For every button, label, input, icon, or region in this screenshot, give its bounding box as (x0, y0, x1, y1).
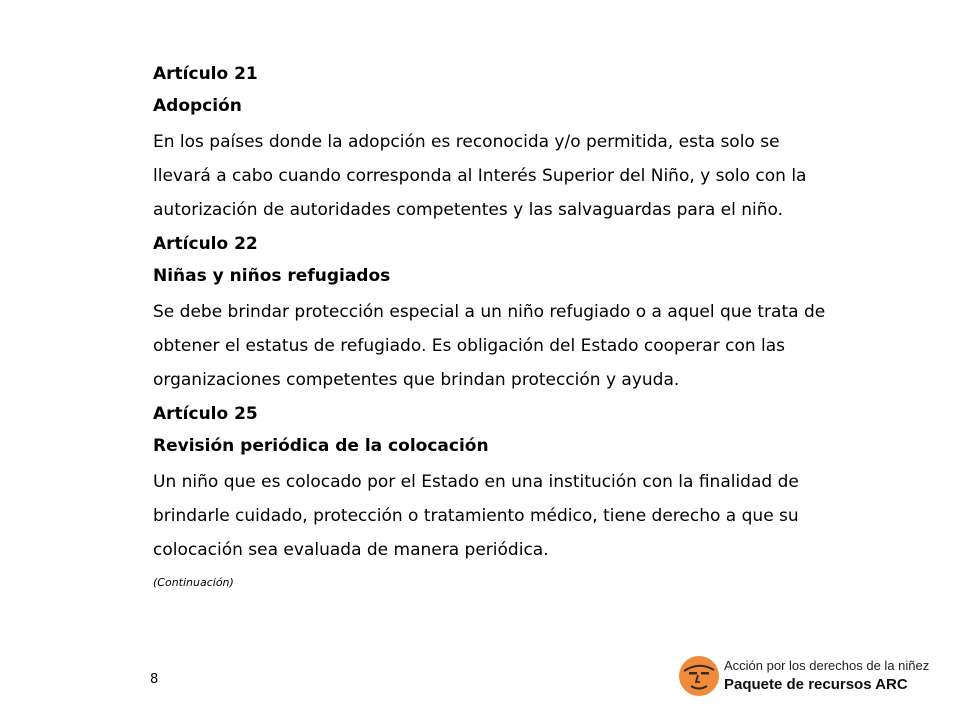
article-title: Revisión periódica de la colocación (153, 436, 489, 456)
continuation-note: (Continuación) (153, 576, 234, 589)
article-number: Artículo 22 (153, 234, 258, 254)
article-body-line: En los países donde la adopción es reconocida y/o permitida, esta solo se (153, 132, 780, 152)
article-body (153, 125, 913, 227)
article-title: Adopción (153, 96, 242, 116)
article-title: Niñas y niños refugiados (153, 266, 391, 286)
article-body-line: Se debe brindar protección especial a un niño refugiado o a aquel que trata de (153, 302, 826, 322)
article-body (153, 465, 913, 567)
article-body-line: organizaciones competentes que brindan protección y ayuda. (153, 370, 680, 390)
brand-name: Paquete de recursos ARC (724, 676, 908, 693)
article-21 (153, 62, 913, 227)
document-content (153, 62, 913, 591)
article-body-line: brindarle cuidado, protección o tratamiento médico, tiene derecho a que su (153, 506, 799, 526)
article-22 (153, 232, 913, 397)
page-number: 8 (150, 672, 159, 687)
article-25 (153, 402, 913, 567)
article-body (153, 295, 913, 397)
article-body-line: autorización de autoridades competentes y las salvaguardas para el niño. (153, 200, 784, 220)
brand-text (724, 657, 929, 695)
article-body-line: colocación sea evaluada de manera periódica. (153, 540, 549, 560)
article-body-line: llevará a cabo cuando corresponda al Interés Superior del Niño, y solo con la (153, 166, 807, 186)
article-number: Artículo 25 (153, 404, 258, 424)
article-number: Artículo 21 (153, 64, 258, 84)
article-body-line: obtener el estatus de refugiado. Es obligación del Estado cooperar con las (153, 336, 786, 356)
brand-footer (678, 655, 929, 697)
brand-tagline: Acción por los derechos de la niñez (724, 658, 930, 673)
article-body-line: Un niño que es colocado por el Estado en una institución con la finalidad de (153, 472, 799, 492)
face-logo-icon (678, 655, 720, 697)
